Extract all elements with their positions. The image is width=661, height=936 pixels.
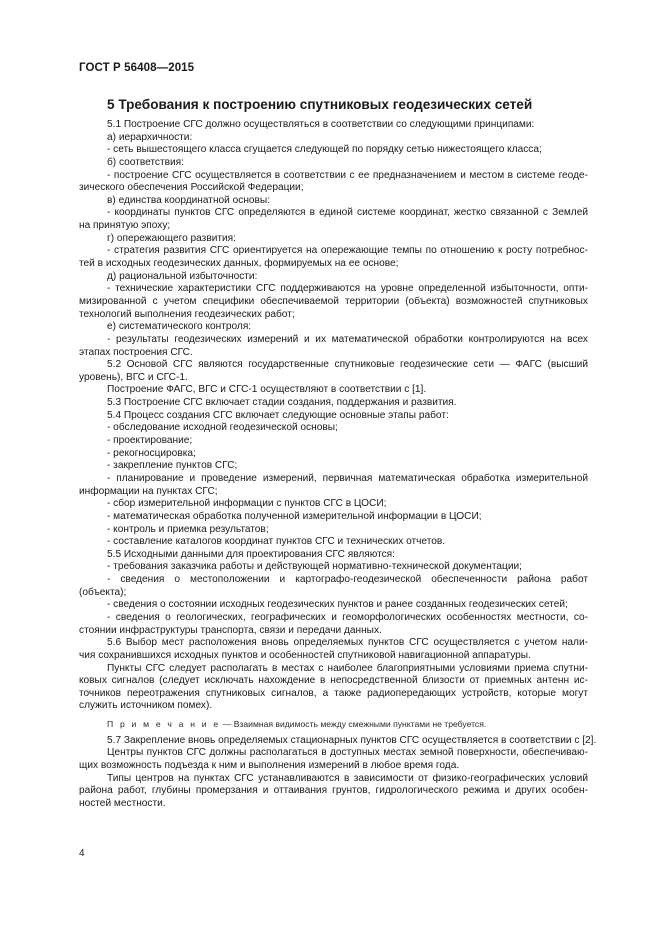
body-lines-after-note — [79, 734, 597, 811]
text-line: - математическая обработка полученной измерительной информации в ЦОСИ; — [107, 510, 482, 522]
page-number: 4 — [79, 848, 85, 859]
note-text: — Взаимная видимость между смежными пунктами не требуется. — [220, 719, 487, 730]
text-line: информации на пунктах СГС; — [79, 485, 218, 497]
text-line: зического обеспечения Российской Федерации; — [79, 182, 304, 194]
text-line: ковых сигналов (следует исключать нахождение в непосредственной близости от приемных антенн ис- — [79, 675, 588, 687]
text-line: - обследование исходной геодезической основы; — [107, 422, 338, 434]
text-line: чия сохранившихся исходных пунктов и особенностей спутниковой навигационной аппаратуры. — [79, 649, 531, 661]
text-line: служить источником помех). — [79, 700, 213, 712]
text-line: д) рациональной избыточности: — [107, 270, 258, 282]
text-line: г) опережающего развития: — [107, 232, 236, 244]
text-line: - планирование и проведение измерений, первичная математическая обработка измерительной — [107, 472, 588, 484]
text-line: - контроль и приемка результатов; — [107, 523, 269, 535]
body-lines-before-note — [79, 119, 588, 713]
text-line: технологий выполнения геодезических работ; — [79, 308, 295, 320]
text-line: - координаты пунктов СГС определяются в единой системе координат, жестко связанной с Землей — [107, 207, 588, 219]
text-line: уровень), ВГС и СГС-1. — [79, 371, 188, 383]
note-label: П р и м е ч а н и е — [107, 719, 221, 730]
text-line: щих возможность подъезда к ним и выполнения измерений в любое время года. — [79, 760, 460, 772]
text-line: стоянии инфраструктуры транспорта, связи и передачи данных. — [79, 624, 382, 636]
text-line: 5.2 Основой СГС являются государственные спутниковые геодезические сети — ФАГС (высший — [107, 359, 588, 371]
text-line: - построение СГС осуществляется в соответствии с ее предназначением и местом в системе геоде- — [107, 169, 588, 181]
text-line: а) иерархичности: — [107, 131, 193, 143]
text-line: мизированной с учетом специфики обеспечиваемой территории (объекта) возможностей спутниковых — [79, 295, 588, 307]
note-line — [79, 718, 588, 731]
text-line: 5.6 Выбор мест расположения вновь определяемых пунктов СГС осуществляется с учетом нали- — [107, 637, 588, 649]
section-title: 5 Требования к построению спутниковых геодезических сетей — [107, 97, 533, 112]
text-line: Пункты СГС следует располагать в местах с наиболее благоприятными условиями приема спутни- — [107, 662, 588, 674]
text-line: Построение ФАГС, ВГС и СГС-1 осуществляют в соответствии с [1]. — [107, 384, 427, 396]
text-line: - сеть вышестоящего класса сгущается следующей по порядку сетью нижестоящего класса; — [107, 144, 542, 156]
text-line: б) соответствия: — [107, 156, 184, 168]
text-line: тей в исходных геодезических данных, формируемых на ее основе; — [79, 258, 399, 270]
text-line: 5.3 Построение СГС включает стадии создания, поддержания и развития. — [107, 397, 457, 409]
text-line: - проектирование; — [107, 435, 193, 447]
text-line: е) систематического контроля: — [107, 321, 252, 333]
document-header-standard-id: ГОСТ Р 56408—2015 — [79, 62, 195, 74]
text-line: - сбор измерительной информации с пунктов СГС в ЦОСИ; — [107, 498, 387, 510]
text-line: Центры пунктов СГС должны располагаться в доступных местах земной поверхности, обеспечиваю- — [107, 747, 588, 759]
text-line: - стратегия развития СГС ориентируется на опережающие темпы по отношению к росту потребнос- — [107, 245, 588, 257]
text-line: - технические характеристики СГС поддерживаются на уровне определенной избыточности, опти- — [107, 283, 588, 295]
text-line: - сведения о геологических, географических и геоморфологических особенностях местности, со- — [107, 611, 588, 623]
text-line: ностей местности. — [79, 797, 166, 809]
text-line: на принятую эпоху; — [79, 220, 171, 232]
text-line: этапах построения СГС. — [79, 346, 193, 358]
text-line: - результаты геодезических измерений и их математической обработки контролируются на всех — [107, 333, 588, 345]
text-line: 5.4 Процесс создания СГС включает следующие основные этапы работ: — [107, 409, 449, 421]
text-line: в) единства координатной основы: — [107, 194, 271, 206]
text-line: точников переотражения спутниковых сигналов, а также радиопередающих устройств, которые могут — [79, 687, 588, 699]
text-line: 5.5 Исходными данными для проектирования СГС являются: — [107, 548, 395, 560]
text-line: (объекта); — [79, 586, 127, 598]
text-line: 5.7 Закрепление вновь определяемых стационарных пунктов СГС осуществляется в соответствии с [2]. — [107, 734, 597, 746]
text-line: - требования заказчика работы и действующей нормативно-технической документации; — [107, 561, 522, 573]
text-line: - сведения о местоположении и картографо-геодезической обеспеченности района работ — [107, 574, 588, 586]
text-line: 5.1 Построение СГС должно осуществляться в соответствии со следующими принципами: — [107, 119, 535, 130]
text-line: - рекогносцировка; — [107, 447, 196, 459]
document-body — [79, 119, 597, 811]
text-line: - сведения о состоянии исходных геодезических пунктов и ранее созданных геодезических сетей; — [107, 599, 568, 611]
text-line: - составление каталогов координат пунктов СГС и технических отчетов. — [107, 536, 446, 548]
text-line: - закрепление пунктов СГС; — [107, 460, 238, 472]
text-line: Типы центров на пунктах СГС устанавливаются в зависимости от физико-географических условий — [107, 772, 588, 784]
text-line: района работ, глубины промерзания и оттаивания грунтов, гидрологического режима и других особен- — [79, 785, 588, 797]
